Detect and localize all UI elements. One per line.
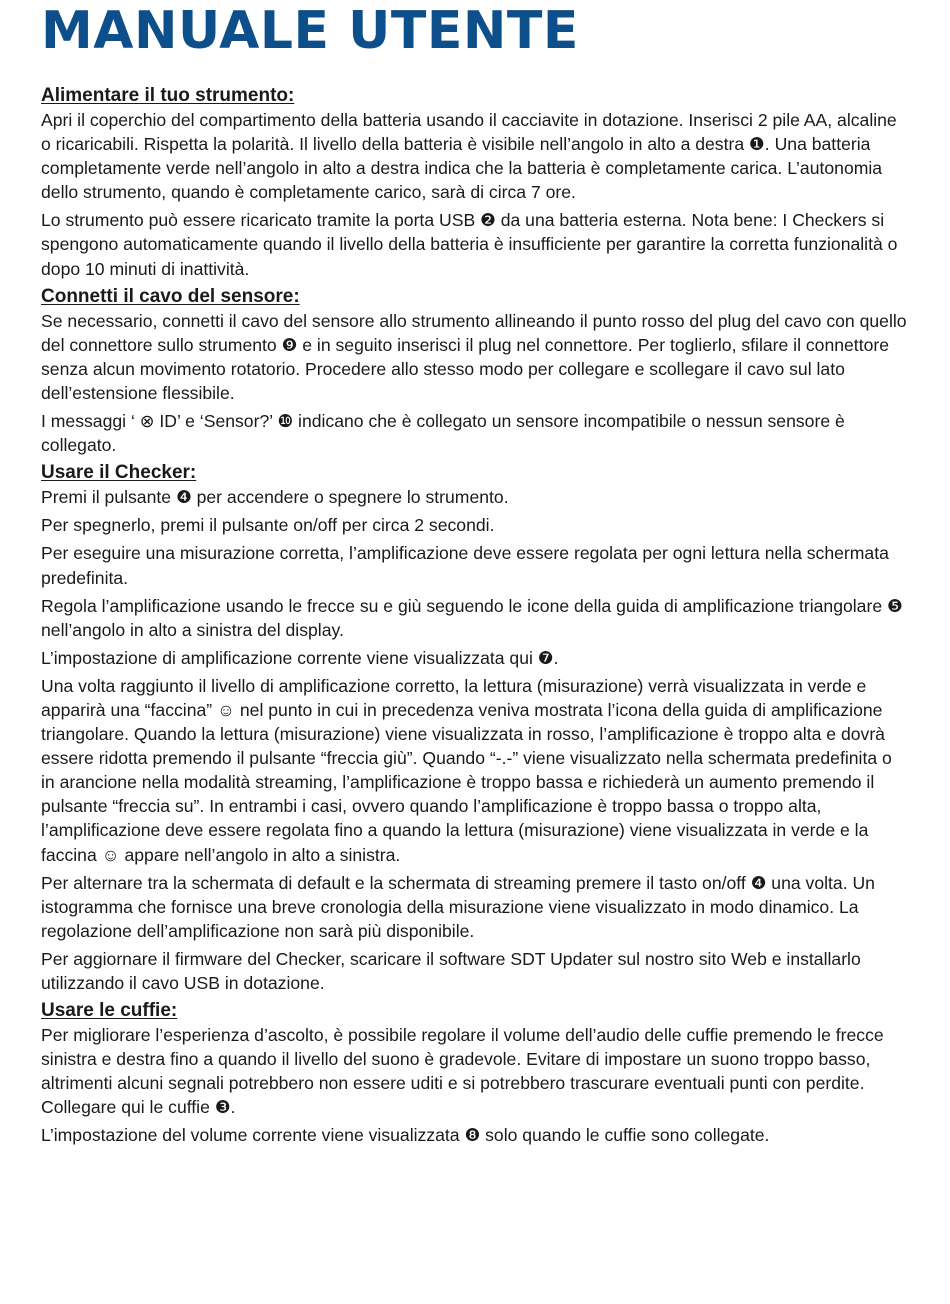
section-heading-power: Alimentare il tuo strumento:: [41, 85, 295, 106]
paragraph: Regola l’amplificazione usando le frecce su e giù seguendo le icone della guida di amplificazione triangolare ❺ nell’angolo in alto a sinistra del display.: [41, 595, 903, 640]
section-sensor-cable: [41, 285, 909, 458]
paragraph: Per eseguire una misurazione corretta, l’amplificazione deve essere regolata per ogni lettura nella schermata predefinita.: [41, 543, 889, 588]
paragraph: Per spegnerlo, premi il pulsante on/off per circa 2 secondi.: [41, 515, 495, 536]
paragraph: Per alternare tra la schermata di default e la schermata di streaming premere il tasto on/off ❹ una volta. Un istogramma che fornisce una breve cronologia della misurazione viene visualizzato in modo dinamico. La regolazione dell’amplificazione non sarà più disponibile.: [41, 872, 875, 941]
section-heading-sensor-cable: Connetti il cavo del sensore:: [41, 285, 300, 307]
section-headphones: [41, 999, 909, 1147]
paragraph: L’impostazione di amplificazione corrente viene visualizzata qui ❼.: [41, 647, 559, 668]
paragraph: Per aggiornare il firmware del Checker, scaricare il software SDT Updater sul nostro sito Web e installarlo utilizzando il cavo USB in dotazione.: [41, 948, 861, 993]
manual-page: [41, 0, 909, 1152]
paragraph: I messaggi ‘ ⊗ ID’ e ‘Sensor?’ ❿ indicano che è collegato un sensore incompatibile o nessun sensore è collegato.: [41, 411, 845, 456]
section-heading-headphones: Usare le cuffie:: [41, 1000, 178, 1022]
paragraph: Una volta raggiunto il livello di amplificazione corretto, la lettura (misurazione) verrà visualizzata in verde e apparirà una “faccina” ☺ nel punto in cui in precedenza veniva mostrata l’icona della guida di amplificazione triangolare. Quando la lettura (misurazione) viene visualizzata in rosso, l’amplificazione è troppo alta e dovrà essere ridotta premendo il pulsante “freccia giù”. Quando “-.-” viene visualizzato nella schermata predefinita o in arancione nella modalità streaming, l’amplificazione è troppo bassa e richiederà un aumento premendo il pulsante “freccia su”. In entrambi i casi, ovvero quando l’amplificazione è troppo bassa o troppo alta, l’amplificazione deve essere regolata fino a quando la lettura (misurazione) viene visualizzata in verde e la faccina ☺ appare nell’angolo in alto a sinistra.: [41, 675, 892, 865]
paragraph: Apri il coperchio del compartimento della batteria usando il cacciavite in dotazione. Inserisci 2 pile AA, alcaline o ricaricabili. Rispetta la polarità. Il livello della batteria è visibile nell’angolo in alto a destra ❶. Una batteria completamente verde nell’angolo in alto a destra indica che la batteria è completamente carica. L’autonomia dello strumento, quando è completamente carico, sarà di circa 7 ore.: [41, 110, 897, 203]
section-heading-use-checker: Usare il Checker:: [41, 462, 197, 484]
page-title: MANUALE UTENTE: [41, 1, 579, 61]
paragraph: L’impostazione del volume corrente viene visualizzata ❽ solo quando le cuffie sono collegate.: [41, 1125, 770, 1146]
paragraph: Lo strumento può essere ricaricato tramite la porta USB ❷ da una batteria esterna. Nota bene: I Checkers si spengono automaticamente quando il livello della batteria è insufficiente per garantire la corretta funzionalità o dopo 10 minuti di inattività.: [41, 210, 898, 279]
paragraph: Se necessario, connetti il cavo del sensore allo strumento allineando il punto rosso del plug del cavo con quello del connettore sullo strumento ❾ e in seguito inserisci il plug nel connettore. Per toglierlo, sfilare il connettore senza alcun movimento rotatorio. Procedere allo stesso modo per collegare e scollegare il cavo sul lato dell’estensione flessibile.: [41, 310, 907, 403]
section-power: [41, 84, 909, 281]
section-use-checker: [41, 461, 909, 995]
paragraph: Per migliorare l’esperienza d’ascolto, è possibile regolare il volume dell’audio delle cuffie premendo le frecce sinistra e destra fino a quando il livello del suono è gradevole. Evitare di impostare un suono troppo basso, altrimenti alcuni segnali potrebbero non essere uditi e si potrebbero trascurare eventuali punti con perdite. Collegare qui le cuffie ❸.: [41, 1025, 884, 1118]
paragraph: Premi il pulsante ❹ per accendere o spegnere lo strumento.: [41, 487, 509, 508]
